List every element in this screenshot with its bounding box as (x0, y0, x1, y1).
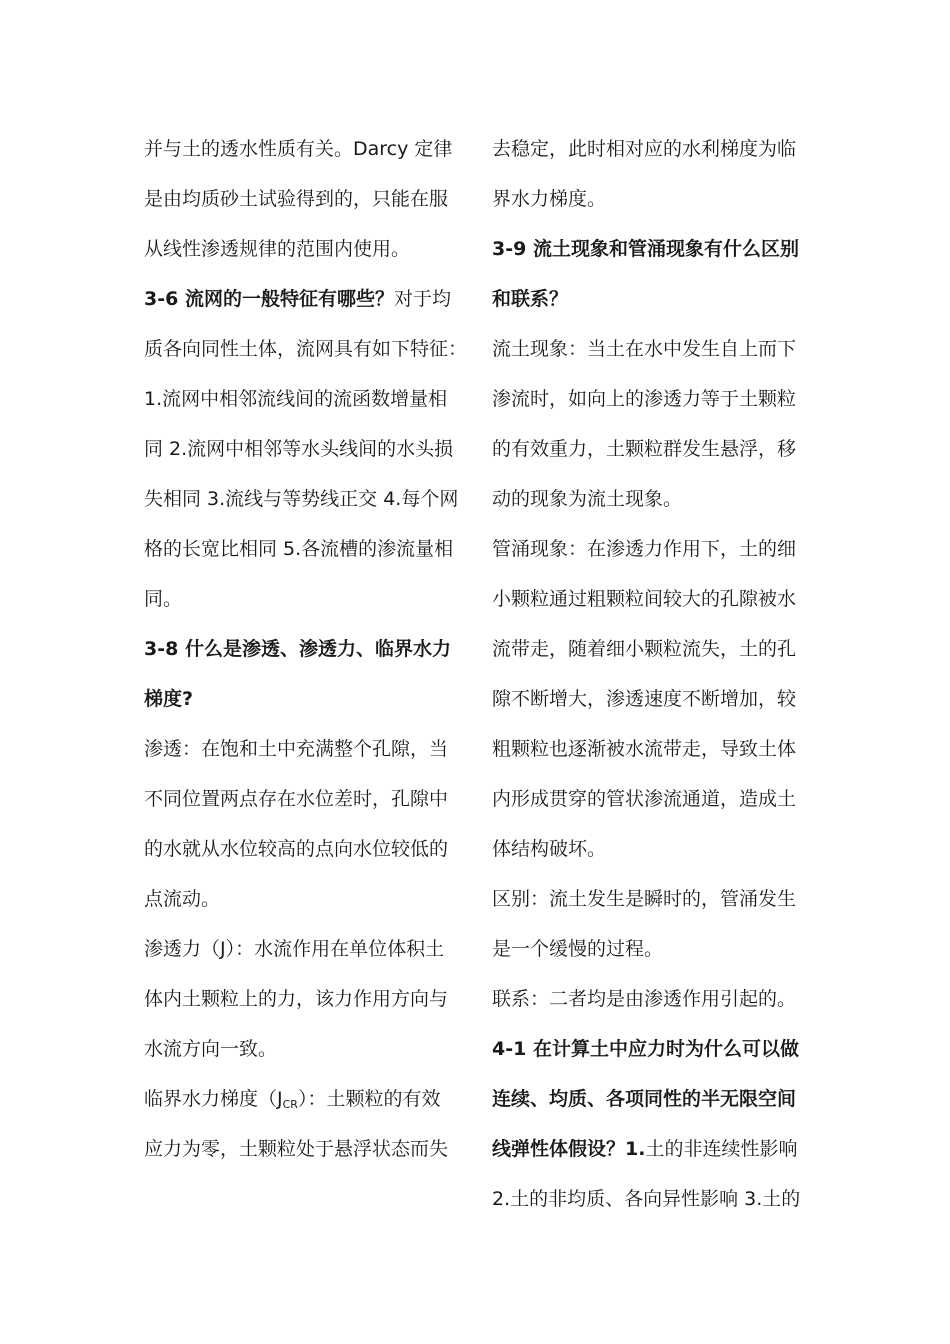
text-line: 粗颗粒也逐渐被水流带走，导致土体 (492, 738, 797, 760)
text-line: 的水就从水位较高的点向水位较低的 (144, 838, 449, 860)
question-heading-3-9: 3-9 流土现象和管涌现象有什么区别 (492, 238, 799, 260)
text-line: 水流方向一致。 (144, 1038, 278, 1060)
text-line (144, 274, 462, 324)
text-line: 内形成贯穿的管状渗流通道，造成土 (492, 788, 797, 810)
definition-text: ）：土颗粒的有效 (297, 1088, 441, 1110)
question-heading-4-1: 4-1 在计算土中应力时为什么可以做 (492, 1038, 799, 1060)
answer-text: 对于均 (393, 288, 451, 310)
text-line: 是一个缓慢的过程。 (492, 938, 664, 960)
text-line (492, 1124, 804, 1174)
question-heading-3-8: 3-8 什么是渗透、渗透力、临界水力 (144, 638, 451, 660)
text-line: 界水力梯度。 (492, 188, 607, 210)
subscript: CR (282, 1098, 298, 1111)
question-heading-4-1-end: 线弹性体假设？1. (492, 1138, 646, 1160)
text-line: 1.流网中相邻流线间的流函数增量相 (144, 388, 448, 410)
text-line: 点流动。 (144, 888, 221, 910)
text-line: 区别：流土发生是瞬时的，管涌发生 (492, 888, 797, 910)
text-line: 质各向同性土体，流网具有如下特征： (144, 338, 468, 360)
question-heading-3-8-cont: 梯度? (144, 688, 194, 710)
text-line: 管涌现象：在渗透力作用下，土的细 (492, 538, 797, 560)
text-line: 流带走，随着细小颗粒流失，土的孔 (492, 638, 797, 660)
text-line (144, 1074, 462, 1124)
answer-text: 土的非连续性影响 (645, 1138, 798, 1160)
text-line: 体内土颗粒上的力，该力作用方向与 (144, 988, 449, 1010)
right-column (492, 124, 804, 1224)
text-line: 格的长宽比相同 5.各流槽的渗流量相 (144, 538, 454, 560)
text-line: 并与土的透水性质有关。Darcy 定律 (144, 138, 453, 160)
question-heading-3-9-cont: 和联系？ (492, 288, 569, 310)
text-line: 小颗粒通过粗颗粒间较大的孔隙被水 (492, 588, 797, 610)
question-heading-4-1-cont: 连续、均质、各项同性的半无限空间 (492, 1088, 797, 1110)
text-line: 渗流时，如向上的渗透力等于土颗粒 (492, 388, 797, 410)
text-line: 同。 (144, 588, 183, 610)
text-line: 从线性渗透规律的范围内使用。 (144, 238, 411, 260)
text-line: 联系：二者均是由渗透作用引起的。 (492, 988, 797, 1010)
text-line: 2.土的非均质、各向异性影响 3.土的 (492, 1188, 801, 1210)
text-line: 流土现象：当土在水中发生自上而下 (492, 338, 797, 360)
text-line: 应力为零，土颗粒处于悬浮状态而失 (144, 1138, 449, 1160)
text-line: 是由均质砂土试验得到的，只能在服 (144, 188, 449, 210)
text-line: 体结构破坏。 (492, 838, 607, 860)
text-line: 不同位置两点存在水位差时，孔隙中 (144, 788, 449, 810)
left-column (144, 124, 468, 1174)
text-line: 隙不断增大，渗透速度不断增加，较 (492, 688, 797, 710)
text-line: 同 2.流网中相邻等水头线间的水头损 (144, 438, 454, 460)
question-heading-3-6: 3-6 流网的一般特征有哪些？ (144, 288, 394, 310)
text-line: 动的现象为流土现象。 (492, 488, 683, 510)
text-line: 的有效重力，土颗粒群发生悬浮，移 (492, 438, 797, 460)
term-label: 临界水力梯度（J (144, 1088, 283, 1110)
text-line: 渗透力（J）：水流作用在单位体积土 (144, 938, 445, 960)
text-line: 去稳定，此时相对应的水利梯度为临 (492, 138, 797, 160)
text-line: 渗透：在饱和土中充满整个孔隙，当 (144, 738, 449, 760)
text-line: 失相同 3.流线与等势线正交 4.每个网 (144, 488, 459, 510)
